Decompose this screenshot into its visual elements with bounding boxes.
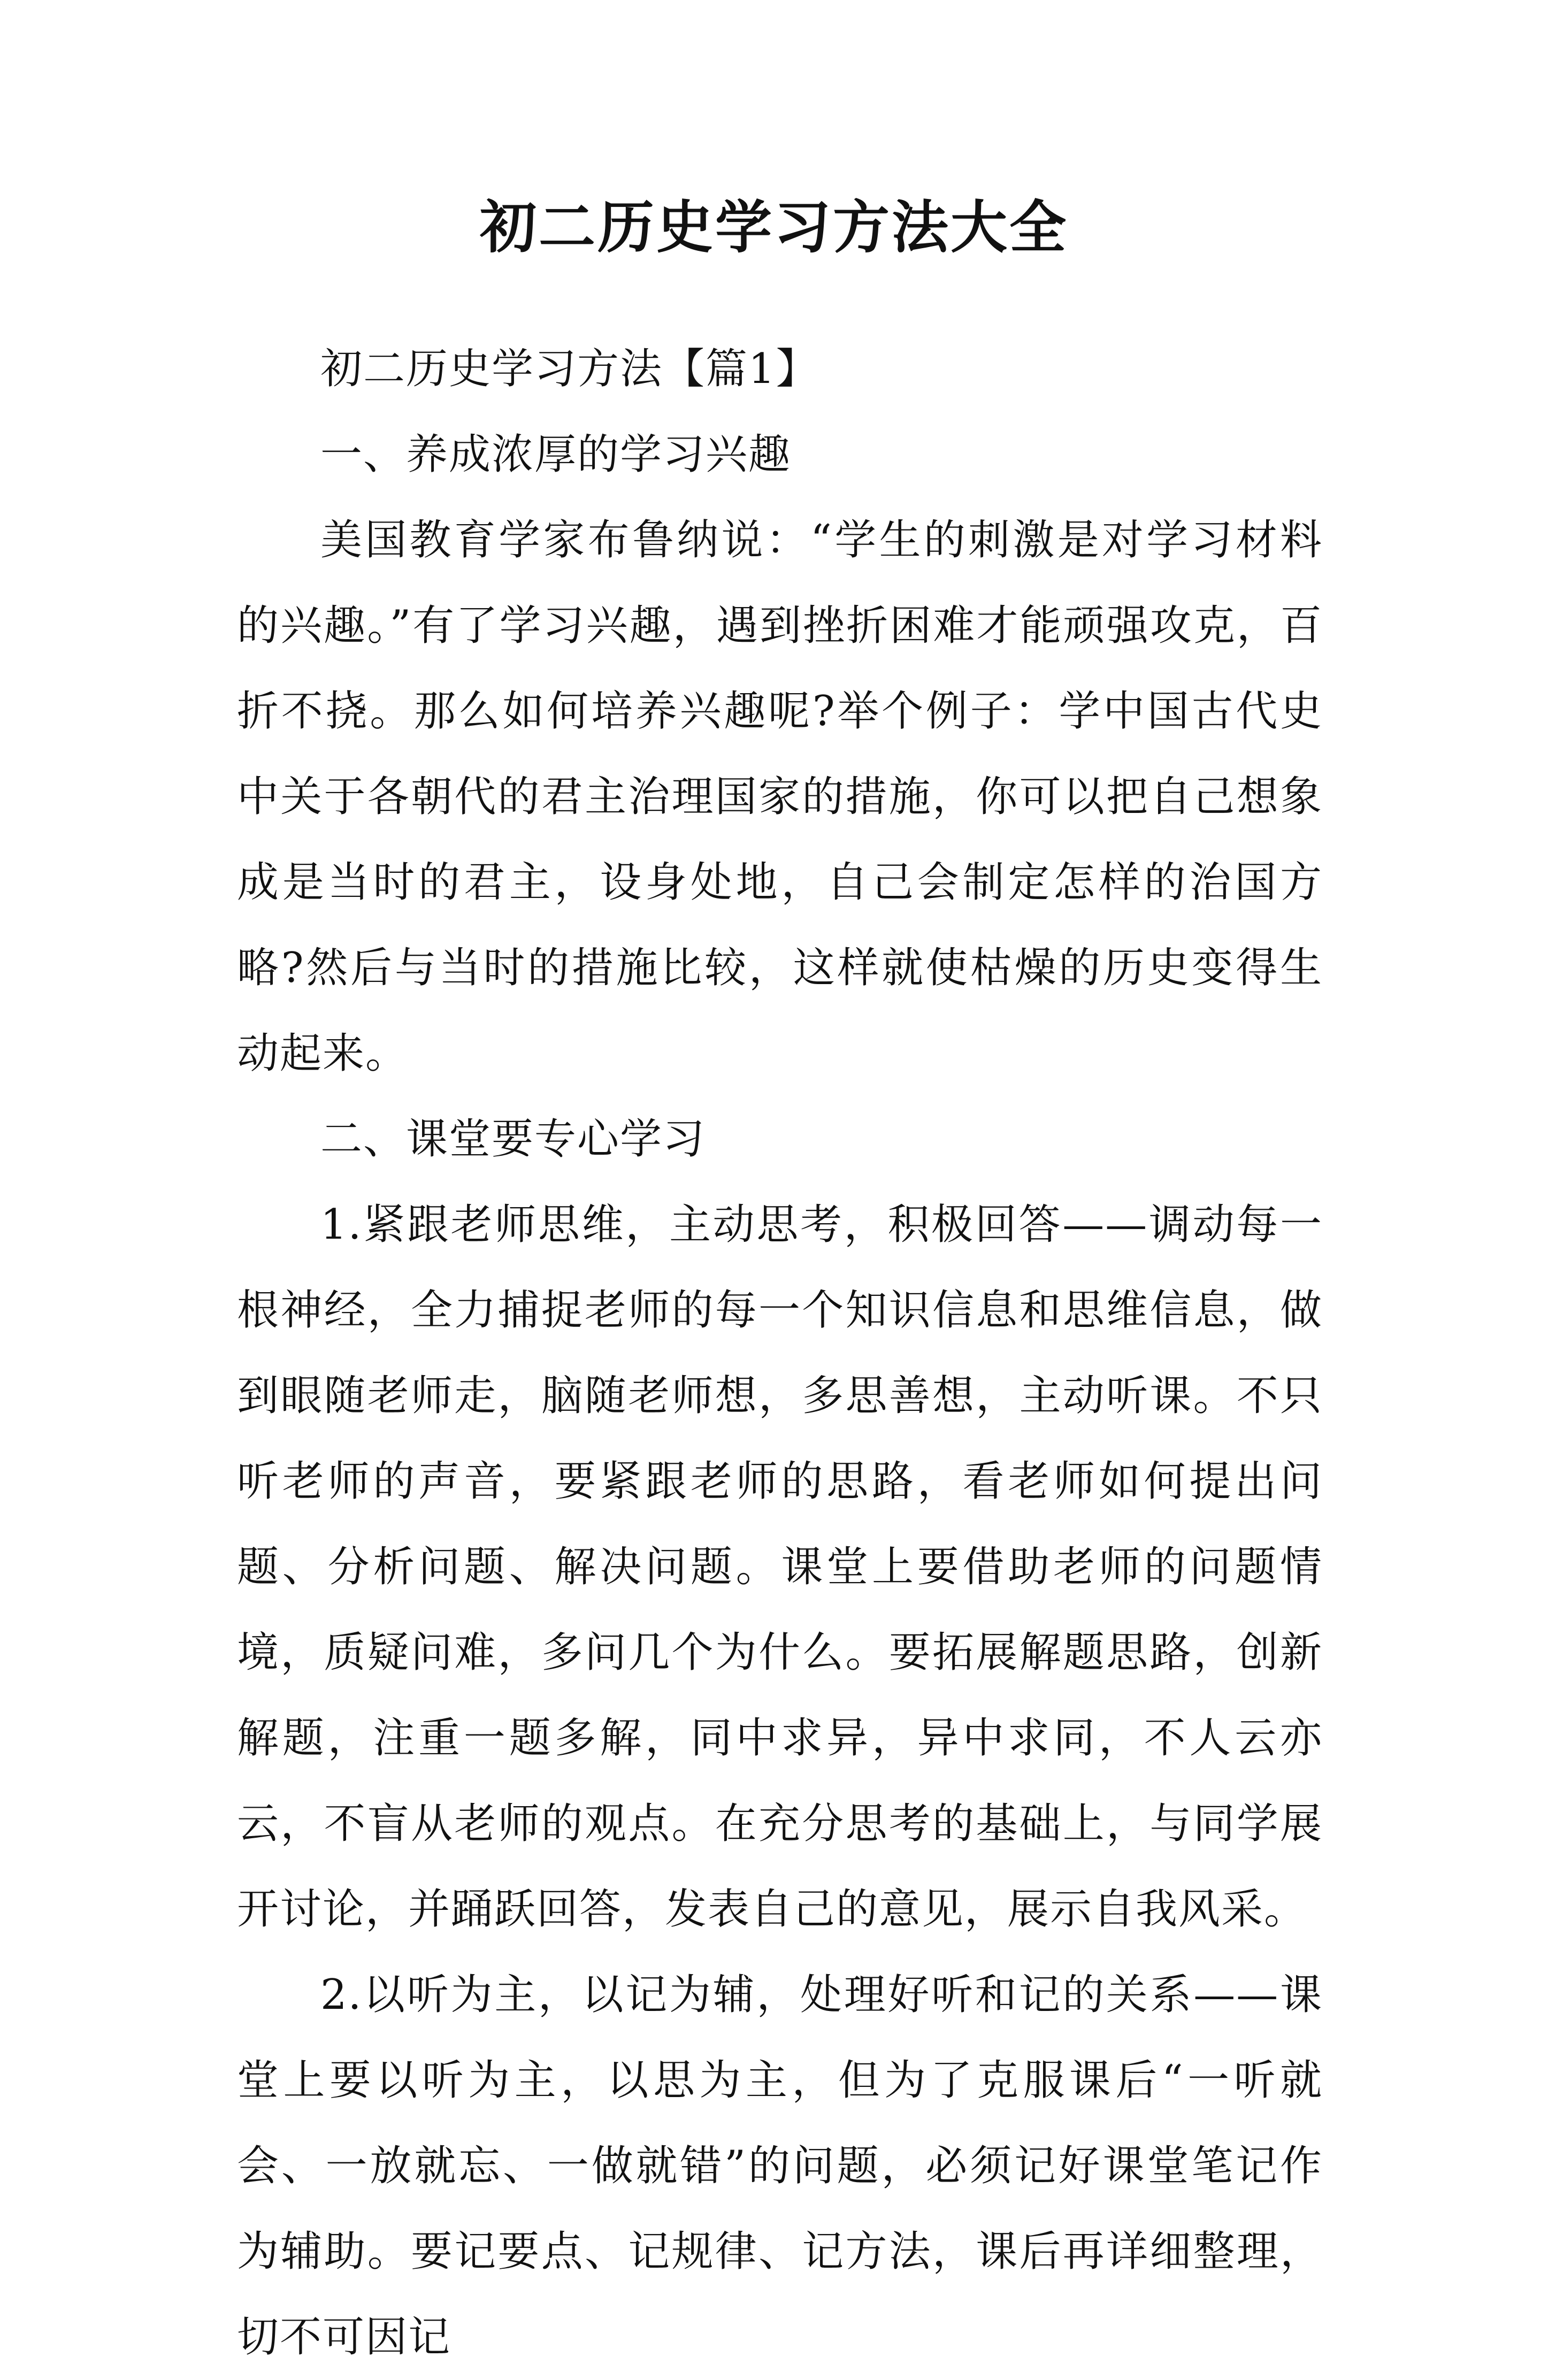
section-heading-part-1: 初二历史学习方法【篇1】	[320, 345, 819, 393]
subheading-interest: 一、养成浓厚的学习兴趣	[320, 431, 792, 479]
subheading-classroom: 二、课堂要专心学习	[320, 1115, 706, 1163]
paragraph-listen-and-note: 2.以听为主，以记为辅，处理好听和记的关系——课堂上要以听为主，以思为主，但为了克服课后“一听就会、一放就忘、一做就错”的问题，必须记好课堂笔记作为辅助。要记要点、记规律、记方法，课后再详细整理，切不可因记	[237, 1971, 1323, 2361]
paragraph-interest: 美国教育学家布鲁纳说：“学生的刺激是对学习材料的兴趣。”有了学习兴趣，遇到挫折困难才能顽强攻克，百折不挠。那么如何培养兴趣呢?举个例子：学中国古代史中关于各朝代的君主治理国家的措施，你可以把自己想象成是当时的君主，设身处地，自己会制定怎样的治国方略?然后与当时的措施比较，这样就使枯燥的历史变得生动起来。	[237, 516, 1323, 1078]
document-title: 初二历史学习方法大全	[480, 194, 1068, 260]
document-body	[237, 326, 1323, 2380]
paragraph-follow-teacher: 1.紧跟老师思维，主动思考，积极回答——调动每一根神经，全力捕捉老师的每一个知识信息和思维信息，做到眼随老师走，脑随老师想，多思善想，主动听课。不只听老师的声音，要紧跟老师的思路，看老师如何提出问题、分析问题、解决问题。课堂上要借助老师的问题情境，质疑问难，多问几个为什么。要拓展解题思路，创新解题，注重一题多解，同中求异，异中求同，不人云亦云，不盲从老师的观点。在充分思考的基础上，与同学展开讨论，并踊跃回答，发表自己的意见，展示自我风采。	[237, 1201, 1323, 1933]
